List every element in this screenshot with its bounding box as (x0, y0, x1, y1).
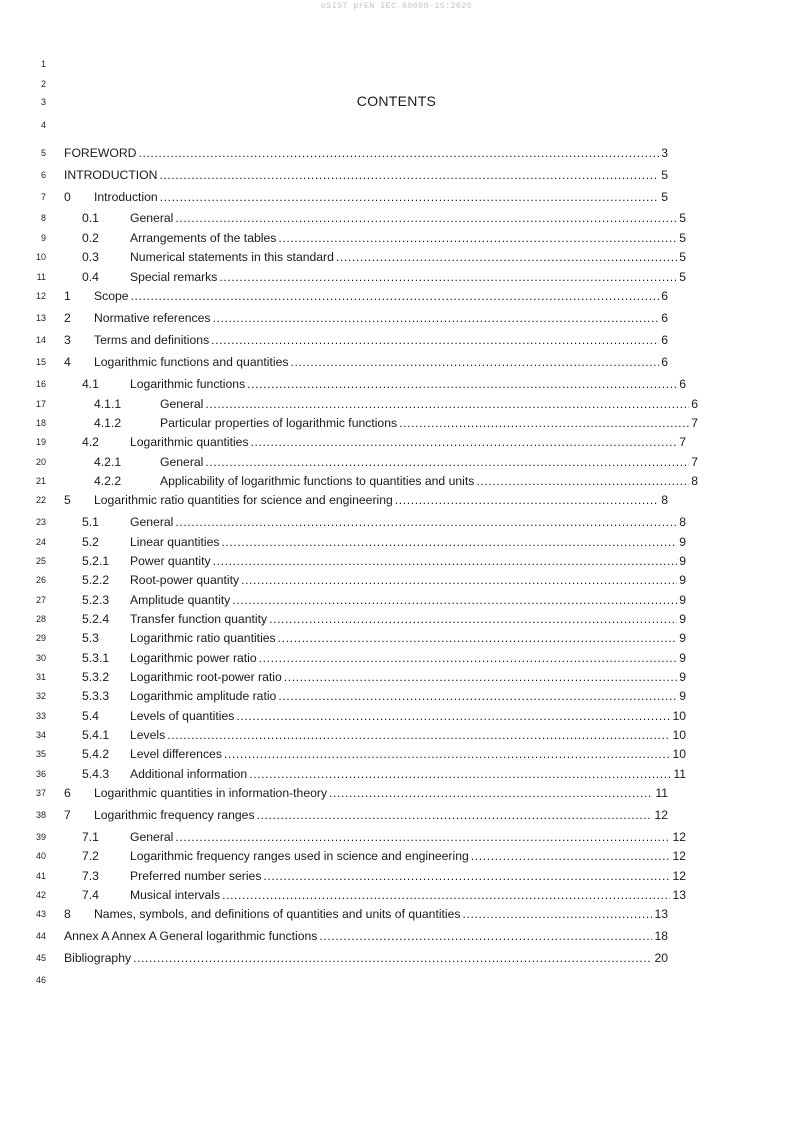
toc-page: 6 (661, 289, 668, 303)
toc-number: 5.4.2 (82, 747, 110, 761)
toc-title: Logarithmic power ratio (130, 651, 257, 665)
line-number: 45 (35, 953, 46, 963)
toc-entry[interactable] (64, 310, 668, 326)
toc-page: 10 (672, 728, 686, 742)
line-number: 29 (35, 633, 46, 643)
toc-leader (269, 611, 677, 627)
toc-page: 12 (654, 808, 668, 822)
toc-title: Logarithmic quantities (130, 435, 249, 449)
toc-number: 7.3 (82, 869, 99, 883)
toc-title: Additional information (130, 767, 248, 781)
toc-leader (236, 708, 670, 724)
toc-leader (159, 167, 659, 183)
toc-title: Amplitude quantity (130, 593, 231, 607)
toc-title: Preferred number series (130, 869, 262, 883)
toc-number: 5.2.1 (82, 554, 110, 568)
toc-title: Numerical statements in this standard (130, 250, 334, 264)
line-number: 34 (35, 730, 46, 740)
toc-title: Logarithmic frequency ranges (94, 808, 255, 822)
toc-title: Transfer function quantity (130, 612, 268, 626)
toc-number: 5.4 (82, 709, 99, 723)
toc-title: Scope (94, 289, 129, 303)
toc-leader (133, 950, 652, 966)
toc-number: 5.3.3 (82, 689, 110, 703)
toc-title: Logarithmic frequency ranges used in science and engineering (130, 849, 469, 863)
toc-leader (290, 354, 659, 370)
toc-number: 6 (64, 786, 71, 800)
toc-entry[interactable] (64, 746, 686, 762)
toc-title: Power quantity (130, 554, 211, 568)
toc-number: 5.1 (82, 515, 99, 529)
line-number: 31 (35, 672, 46, 682)
toc-page: 20 (654, 951, 668, 965)
toc-page: 12 (672, 869, 686, 883)
toc-page: 11 (655, 786, 668, 800)
toc-page: 5 (661, 190, 668, 204)
toc-leader (471, 848, 671, 864)
toc-number: 0.4 (82, 270, 99, 284)
toc-entry[interactable] (64, 829, 686, 845)
toc-page: 13 (672, 888, 686, 902)
toc-number: 8 (64, 907, 71, 921)
line-number: 32 (35, 691, 46, 701)
toc-leader (463, 906, 653, 922)
toc-title: Names, symbols, and definitions of quantities and units of quantities (94, 907, 461, 921)
toc-title: Levels (130, 728, 166, 742)
toc-entry[interactable] (64, 592, 686, 608)
line-number: 28 (35, 614, 46, 624)
line-number: 42 (35, 890, 46, 900)
toc-number: 7.4 (82, 888, 99, 902)
toc-leader (278, 230, 677, 246)
toc-entry[interactable] (64, 415, 698, 431)
toc-entry[interactable] (64, 868, 686, 884)
toc-entry[interactable] (64, 572, 686, 588)
toc-entry[interactable] (64, 708, 686, 724)
toc-leader (278, 630, 678, 646)
line-number: 30 (35, 653, 46, 663)
toc-entry[interactable] (64, 210, 686, 226)
toc-entry[interactable] (64, 950, 668, 966)
line-number: 11 (36, 272, 46, 282)
line-number: 5 (40, 148, 46, 158)
line-number: 38 (35, 810, 46, 820)
toc-leader (167, 727, 670, 743)
toc-entry[interactable] (64, 534, 686, 550)
toc-leader (278, 688, 677, 704)
page-title: CONTENTS (356, 93, 437, 109)
toc-number: 5.3 (82, 631, 99, 645)
toc-entry[interactable] (64, 396, 698, 412)
toc-page: 9 (679, 689, 686, 703)
toc-title: Logarithmic amplitude ratio (130, 689, 277, 703)
toc-leader (224, 746, 671, 762)
toc-entry[interactable] (64, 650, 686, 666)
line-number: 41 (35, 871, 46, 881)
toc-page: 11 (673, 767, 686, 781)
toc-title: Special remarks (130, 270, 218, 284)
line-number: 36 (35, 769, 46, 779)
toc-page: 9 (679, 573, 686, 587)
toc-number: 3 (64, 333, 71, 347)
toc-title: General (130, 830, 174, 844)
toc-leader (284, 669, 677, 685)
toc-page: 3 (661, 146, 668, 160)
toc-title: Applicability of logarithmic functions to quantities and units (160, 474, 475, 488)
toc-page: 10 (672, 709, 686, 723)
toc-number: 5.4.1 (82, 728, 110, 742)
toc-number: 4.1 (82, 377, 99, 391)
line-number: 2 (40, 79, 46, 89)
toc-title: Musical intervals (130, 888, 221, 902)
toc-entry[interactable] (64, 288, 668, 304)
toc-title: Terms and definitions (94, 333, 210, 347)
toc-title: Root-power quantity (130, 573, 240, 587)
toc-title: Logarithmic functions and quantities (94, 355, 289, 369)
toc-page: 9 (679, 612, 686, 626)
toc-leader (251, 434, 678, 450)
toc-title: Arrangements of the tables (130, 231, 277, 245)
toc-entry[interactable] (64, 807, 668, 823)
toc-entry[interactable] (64, 167, 668, 183)
toc-entry[interactable] (64, 785, 668, 801)
toc-leader (263, 868, 670, 884)
toc-page: 8 (691, 474, 698, 488)
line-number: 16 (35, 379, 46, 389)
toc-page: 9 (679, 651, 686, 665)
toc-page: 5 (679, 211, 686, 225)
toc-leader (336, 249, 677, 265)
toc-entry[interactable] (64, 332, 668, 348)
toc-title: Annex A Annex A General logarithmic functions (64, 929, 318, 943)
line-number: 12 (35, 291, 46, 301)
line-number: 8 (40, 213, 46, 223)
toc-title: Levels of quantities (130, 709, 235, 723)
line-number: 23 (35, 517, 46, 527)
toc-number: 4.2.2 (94, 474, 122, 488)
toc-page: 9 (679, 593, 686, 607)
toc-page: 6 (691, 397, 698, 411)
line-number: 1 (40, 59, 46, 69)
toc-page: 8 (679, 515, 686, 529)
toc-leader (319, 928, 652, 944)
toc-leader (249, 766, 671, 782)
toc-leader (395, 492, 659, 508)
line-number: 26 (35, 575, 46, 585)
line-number: 33 (35, 711, 46, 721)
toc-entry[interactable] (64, 473, 698, 489)
toc-entry[interactable] (64, 189, 668, 205)
toc-leader (257, 807, 653, 823)
toc-number: 0.1 (82, 211, 99, 225)
toc-leader (219, 269, 677, 285)
toc-page: 7 (679, 435, 686, 449)
toc-title: FOREWORD (64, 146, 137, 160)
line-number: 4 (40, 120, 46, 130)
toc-entry[interactable] (64, 553, 686, 569)
toc-leader (131, 288, 660, 304)
line-number: 22 (35, 495, 46, 505)
toc-title: Logarithmic ratio quantities for science and engineering (94, 493, 393, 507)
toc-title: General (160, 455, 204, 469)
toc-page: 9 (679, 631, 686, 645)
toc-leader (175, 514, 677, 530)
line-number: 37 (35, 788, 46, 798)
toc-title: INTRODUCTION (64, 168, 158, 182)
toc-leader (221, 534, 677, 550)
toc-leader (476, 473, 689, 489)
toc-leader (160, 189, 660, 205)
toc-leader (247, 376, 677, 392)
toc-title: Normative references (94, 311, 211, 325)
toc-number: 0.2 (82, 231, 99, 245)
toc-number: 7.2 (82, 849, 99, 863)
line-number: 10 (35, 252, 46, 262)
line-number: 7 (40, 192, 46, 202)
toc-number: 5.2 (82, 535, 99, 549)
toc-title: Logarithmic root-power ratio (130, 670, 282, 684)
toc-leader (329, 785, 653, 801)
toc-page: 5 (679, 250, 686, 264)
line-number: 35 (35, 749, 46, 759)
line-number: 9 (40, 233, 46, 243)
toc-entry[interactable] (64, 928, 668, 944)
toc-number: 4.1.1 (94, 397, 122, 411)
toc-number: 5.3.2 (82, 670, 110, 684)
toc-title: Logarithmic quantities in information-theory (94, 786, 328, 800)
line-number: 19 (35, 437, 46, 447)
document-header: oSIST prEN IEC 80000-15:2026 (320, 1, 473, 11)
toc-number: 7 (64, 808, 71, 822)
toc-page: 6 (661, 311, 668, 325)
line-number: 14 (35, 335, 46, 345)
toc-page: 9 (679, 535, 686, 549)
line-number: 43 (35, 909, 46, 919)
toc-title: Logarithmic functions (130, 377, 246, 391)
toc-page: 5 (679, 231, 686, 245)
toc-entry[interactable] (64, 269, 686, 285)
toc-leader (211, 332, 659, 348)
toc-number: 5.2.3 (82, 593, 110, 607)
toc-entry[interactable] (64, 630, 686, 646)
toc-title: Linear quantities (130, 535, 220, 549)
toc-entry[interactable] (64, 376, 686, 392)
toc-number: 5.2.4 (82, 612, 110, 626)
toc-entry[interactable] (64, 766, 686, 782)
toc-number: 0.3 (82, 250, 99, 264)
toc-entry[interactable] (64, 727, 686, 743)
toc-leader (232, 592, 677, 608)
line-number: 46 (35, 975, 46, 985)
toc-entry[interactable] (64, 514, 686, 530)
toc-page: 7 (691, 416, 698, 430)
toc-entry[interactable] (64, 434, 686, 450)
toc-leader (175, 829, 670, 845)
toc-number: 1 (64, 289, 71, 303)
toc-number: 2 (64, 311, 71, 325)
toc-page: 6 (661, 333, 668, 347)
line-number: 20 (35, 457, 46, 467)
toc-leader (205, 454, 689, 470)
toc-leader (138, 145, 659, 161)
toc-number: 4.2.1 (94, 455, 122, 469)
line-number: 17 (35, 399, 46, 409)
toc-page: 10 (672, 747, 686, 761)
toc-entry[interactable] (64, 249, 686, 265)
toc-leader (213, 553, 678, 569)
toc-entry[interactable] (64, 354, 668, 370)
toc-number: 5.3.1 (82, 651, 110, 665)
toc-entry[interactable] (64, 611, 686, 627)
toc-title: Logarithmic ratio quantities (130, 631, 276, 645)
toc-entry[interactable] (64, 145, 668, 161)
toc-number: 4 (64, 355, 71, 369)
toc-page: 13 (654, 907, 668, 921)
toc-entry[interactable] (64, 887, 686, 903)
toc-entry[interactable] (64, 230, 686, 246)
line-number: 40 (35, 851, 46, 861)
toc-title: General (130, 515, 174, 529)
toc-page: 7 (691, 455, 698, 469)
toc-page: 18 (654, 929, 668, 943)
toc-entry[interactable] (64, 848, 686, 864)
toc-number: 7.1 (82, 830, 99, 844)
toc-number: 4.1.2 (94, 416, 122, 430)
line-number: 24 (35, 537, 46, 547)
toc-page: 12 (672, 830, 686, 844)
toc-leader (222, 887, 670, 903)
line-number: 25 (35, 556, 46, 566)
line-number: 39 (35, 832, 46, 842)
line-number: 3 (40, 97, 46, 107)
line-number: 6 (40, 170, 46, 180)
toc-leader (213, 310, 660, 326)
toc-entry[interactable] (64, 688, 686, 704)
toc-entry[interactable] (64, 669, 686, 685)
toc-leader (399, 415, 689, 431)
toc-number: 5.2.2 (82, 573, 110, 587)
line-number: 15 (35, 357, 46, 367)
toc-title: Particular properties of logarithmic functions (160, 416, 398, 430)
toc-page: 5 (661, 168, 668, 182)
toc-number: 0 (64, 190, 71, 204)
toc-number: 4.2 (82, 435, 99, 449)
toc-title: Bibliography (64, 951, 132, 965)
line-number: 21 (35, 476, 46, 486)
line-number: 27 (35, 595, 46, 605)
toc-number: 5.4.3 (82, 767, 110, 781)
toc-page: 9 (679, 670, 686, 684)
toc-title: Level differences (130, 747, 222, 761)
toc-page: 12 (672, 849, 686, 863)
toc-page: 6 (661, 355, 668, 369)
line-number: 18 (35, 418, 46, 428)
toc-entry[interactable] (64, 454, 698, 470)
toc-leader (241, 572, 677, 588)
toc-leader (205, 396, 689, 412)
line-number: 13 (35, 313, 46, 323)
toc-leader (259, 650, 678, 666)
toc-title: General (130, 211, 174, 225)
toc-leader (175, 210, 677, 226)
toc-number: 5 (64, 493, 71, 507)
toc-page: 5 (679, 270, 686, 284)
toc-title: Introduction (94, 190, 158, 204)
line-number: 44 (35, 931, 46, 941)
toc-page: 6 (679, 377, 686, 391)
toc-entry[interactable] (64, 906, 668, 922)
toc-entry[interactable] (64, 492, 668, 508)
toc-page: 9 (679, 554, 686, 568)
toc-page: 8 (661, 493, 668, 507)
toc-title: General (160, 397, 204, 411)
